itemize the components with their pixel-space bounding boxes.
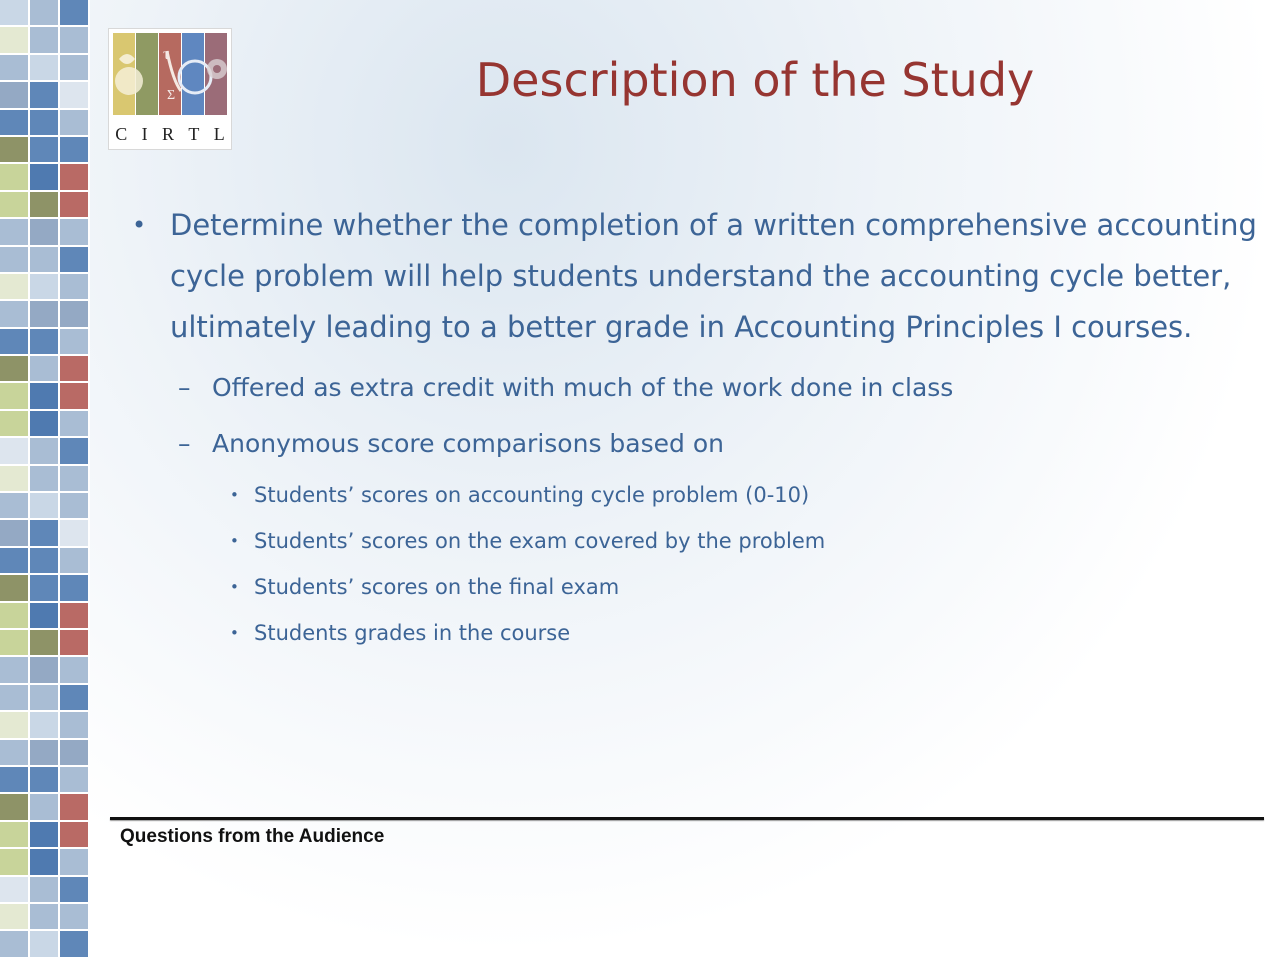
dash-icon: – (178, 429, 191, 458)
mosaic-tile (60, 767, 90, 794)
logo-letter: L (213, 124, 227, 144)
mosaic-tile (30, 794, 60, 821)
mosaic-tile (60, 904, 90, 931)
mosaic-tile (60, 603, 90, 630)
mosaic-tile (60, 164, 90, 191)
mosaic-tile (30, 904, 60, 931)
sub-sub-bullet-text: Students grades in the course (254, 621, 571, 645)
mosaic-tile (0, 82, 30, 109)
mosaic-tile (30, 712, 60, 739)
mosaic-tile (60, 575, 90, 602)
mosaic-tile (60, 657, 90, 684)
mosaic-tile (0, 0, 30, 27)
mosaic-tile (0, 274, 30, 301)
mosaic-tile (60, 356, 90, 383)
mosaic-tile (60, 301, 90, 328)
mosaic-tile (60, 466, 90, 493)
mosaic-tile (30, 466, 60, 493)
svg-text:Σ: Σ (167, 88, 176, 103)
mosaic-tile (60, 520, 90, 547)
mosaic-tile (0, 247, 30, 274)
mosaic-tile (0, 849, 30, 876)
sub-sub-bullet-list (130, 481, 1260, 647)
mosaic-tile (30, 82, 60, 109)
svg-text:τ: τ (163, 46, 170, 63)
mosaic-tile (60, 247, 90, 274)
mosaic-tile (30, 247, 60, 274)
logo-letter: I (141, 124, 150, 144)
sub-sub-bullet-text: Students’ scores on accounting cycle problem (0-10) (254, 483, 810, 507)
mosaic-tile (60, 849, 90, 876)
slide-title: Description of the Study (475, 53, 1035, 107)
mosaic-tile (30, 849, 60, 876)
mosaic-tile (30, 219, 60, 246)
sub-sub-bullet (130, 573, 1260, 601)
bullet-icon: • (230, 486, 239, 504)
mosaic-tile (30, 575, 60, 602)
mosaic-tile (60, 712, 90, 739)
mosaic-tile (30, 630, 60, 657)
mosaic-tile (30, 520, 60, 547)
mosaic-tile (30, 877, 60, 904)
mosaic-sidebar (0, 0, 90, 960)
mosaic-tile (30, 822, 60, 849)
logo-letter: T (188, 124, 202, 144)
sub-sub-bullet (130, 481, 1260, 509)
mosaic-tile (0, 329, 30, 356)
mosaic-tile (0, 603, 30, 630)
mosaic-tile (60, 493, 90, 520)
mosaic-tile (60, 411, 90, 438)
sub-bullet-text: Offered as extra credit with much of the work done in class (212, 373, 954, 402)
mosaic-tile (30, 274, 60, 301)
mosaic-tile (60, 438, 90, 465)
main-bullet (130, 200, 1260, 353)
footer-text: Questions from the Audience (120, 826, 385, 847)
mosaic-tile (0, 164, 30, 191)
mosaic-tile (0, 904, 30, 931)
mosaic-tile (60, 55, 90, 82)
mosaic-tile (30, 603, 60, 630)
mosaic-tile (60, 877, 90, 904)
mosaic-tile (0, 657, 30, 684)
mosaic-tile (60, 329, 90, 356)
mosaic-tile (0, 466, 30, 493)
logo-letters (109, 124, 233, 145)
sub-bullet (130, 427, 1260, 461)
mosaic-tile (0, 630, 30, 657)
mosaic-tile (0, 931, 30, 958)
sub-sub-bullet (130, 619, 1260, 647)
mosaic-tile (30, 192, 60, 219)
bullet-icon: • (132, 211, 147, 239)
sub-sub-bullet (130, 527, 1260, 555)
mosaic-tile (30, 383, 60, 410)
bullet-icon: • (230, 532, 239, 550)
mosaic-tile (30, 931, 60, 958)
mosaic-tile (0, 137, 30, 164)
mosaic-tile (60, 383, 90, 410)
mosaic-tile (30, 356, 60, 383)
sub-bullet (130, 371, 1260, 405)
mosaic-tile (0, 301, 30, 328)
mosaic-tile (30, 0, 60, 27)
mosaic-tile (60, 110, 90, 137)
mosaic-tile (0, 767, 30, 794)
mosaic-tile (30, 685, 60, 712)
mosaic-tile (0, 192, 30, 219)
mosaic-tile (60, 137, 90, 164)
mosaic-tile (0, 356, 30, 383)
mosaic-tile (60, 740, 90, 767)
logo-letter: R (161, 124, 176, 144)
footer-divider (110, 817, 1264, 820)
mosaic-tile (0, 794, 30, 821)
mosaic-tile (0, 438, 30, 465)
mosaic-tile (60, 219, 90, 246)
mosaic-tile (60, 0, 90, 27)
mosaic-tile (60, 548, 90, 575)
sub-bullet-text: Anonymous score comparisons based on (212, 429, 724, 458)
mosaic-tile (0, 493, 30, 520)
bullet-icon: • (230, 578, 239, 596)
mosaic-tile (60, 274, 90, 301)
mosaic-tile (0, 110, 30, 137)
dash-icon: – (178, 373, 191, 402)
logo-letter: C (115, 124, 130, 144)
mosaic-tile (0, 383, 30, 410)
slide-content (130, 200, 1260, 665)
mosaic-tile (30, 411, 60, 438)
mosaic-tile (60, 931, 90, 958)
mosaic-tile (30, 329, 60, 356)
main-bullet-text: Determine whether the completion of a written comprehensive accounting cycle problem will help students understand the accounting cycle better, ultimately leading to a better grade in Accounting Principles I courses. (170, 208, 1257, 344)
sub-sub-bullet-text: Students’ scores on the exam covered by the problem (254, 529, 826, 553)
mosaic-tile (0, 55, 30, 82)
mosaic-tile (0, 822, 30, 849)
mosaic-tile (30, 164, 60, 191)
mosaic-tile (30, 493, 60, 520)
bullet-icon: • (230, 624, 239, 642)
mosaic-tile (0, 27, 30, 54)
mosaic-tile (30, 137, 60, 164)
mosaic-tile (0, 685, 30, 712)
mosaic-tile (30, 55, 60, 82)
mosaic-tile (30, 27, 60, 54)
mosaic-tile (30, 740, 60, 767)
mosaic-tile (60, 192, 90, 219)
mosaic-tile (60, 822, 90, 849)
mosaic-tile (0, 877, 30, 904)
mosaic-tile (0, 575, 30, 602)
mosaic-tile (30, 657, 60, 684)
mosaic-tile (30, 110, 60, 137)
mosaic-tile (30, 548, 60, 575)
mosaic-tile (30, 767, 60, 794)
mosaic-tile (60, 794, 90, 821)
cirtl-logo (108, 28, 232, 150)
mosaic-tile (0, 520, 30, 547)
mosaic-tile (60, 685, 90, 712)
cirtl-logo-graphic (109, 29, 231, 121)
mosaic-tile (60, 630, 90, 657)
mosaic-tile (60, 82, 90, 109)
mosaic-tile (0, 411, 30, 438)
mosaic-tile (30, 438, 60, 465)
mosaic-tile (0, 712, 30, 739)
sub-sub-bullet-text: Students’ scores on the final exam (254, 575, 620, 599)
mosaic-tile (0, 740, 30, 767)
mosaic-tile (0, 548, 30, 575)
mosaic-tile (0, 219, 30, 246)
mosaic-tile (60, 27, 90, 54)
mosaic-tile (30, 301, 60, 328)
